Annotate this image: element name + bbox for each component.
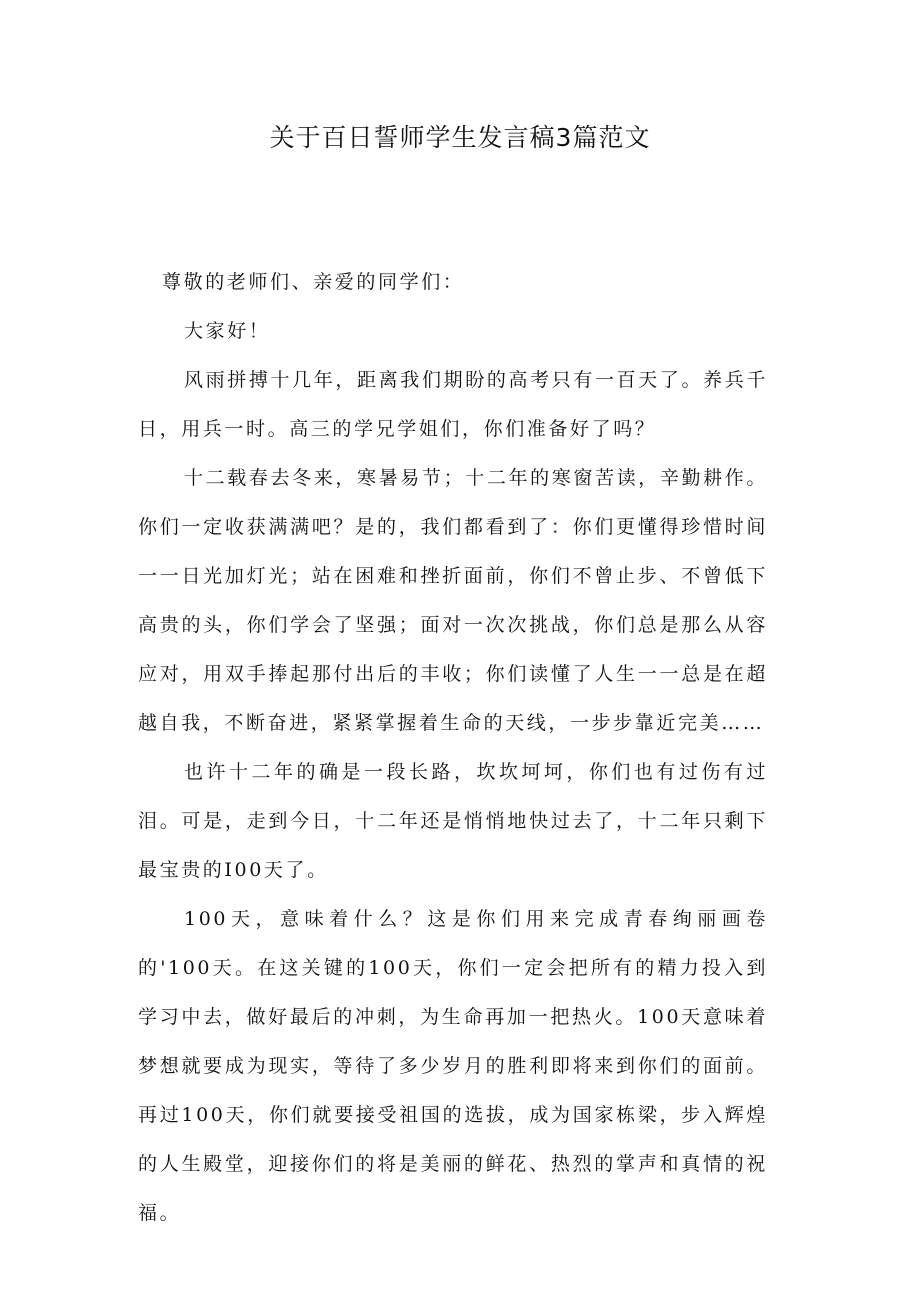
paragraph-countdown: 风雨拼搏十几年，距离我们期盼的高考只有一百天了。养兵千日，用兵一时。高三的学兄学姐们，你们准备好了吗？ bbox=[138, 369, 768, 440]
paragraph-long-road: 也许十二年的确是一段长路，坎坎坷坷，你们也有过伤有过泪。可是，走到今日，十二年还是悄悄地快过去了，十二年只剩下最宝贵的I00天了。 bbox=[138, 761, 768, 881]
document-body bbox=[138, 258, 768, 1238]
paragraph-hundred-days: 100天，意味着什么？这是你们用来完成青春绚丽画卷的'100天。在这关键的100天，你们一定会把所有的精力投入到学习中去，做好最后的冲刺，为生命再加一把热火。100天意味着梦想就要成为现实，等待了多少岁月的胜利即将来到你们的面前。再过100天，你们就要接受祖国的选拔，成为国家栋梁，步入辉煌的人生殿堂，迎接你们的将是美丽的鲜花、热烈的掌声和真情的祝福。 bbox=[138, 908, 768, 1224]
paragraph-greeting: 大家好！ bbox=[184, 320, 271, 342]
document-title: 关于百日誓师学生发言稿3篇范文 bbox=[269, 123, 651, 152]
salutation: 尊敬的老师们、亲爱的同学们： bbox=[162, 271, 465, 293]
paragraph-twelve-years: 十二载春去冬来，寒暑易节；十二年的寒窗苦读，辛勤耕作。你们一定收获满满吧？是的，我们都看到了：你们更懂得珍惜时间一一日光加灯光；站在困难和挫折面前，你们不曾止步、不曾低下高贵的头，你们学会了坚强；面对一次次挑战，你们总是那么从容应对，用双手捧起那付出后的丰收；你们读懂了人生一一总是在超越自我，不断奋进，紧紧掌握着生命的天线，一步步靠近完美…… bbox=[138, 467, 768, 734]
